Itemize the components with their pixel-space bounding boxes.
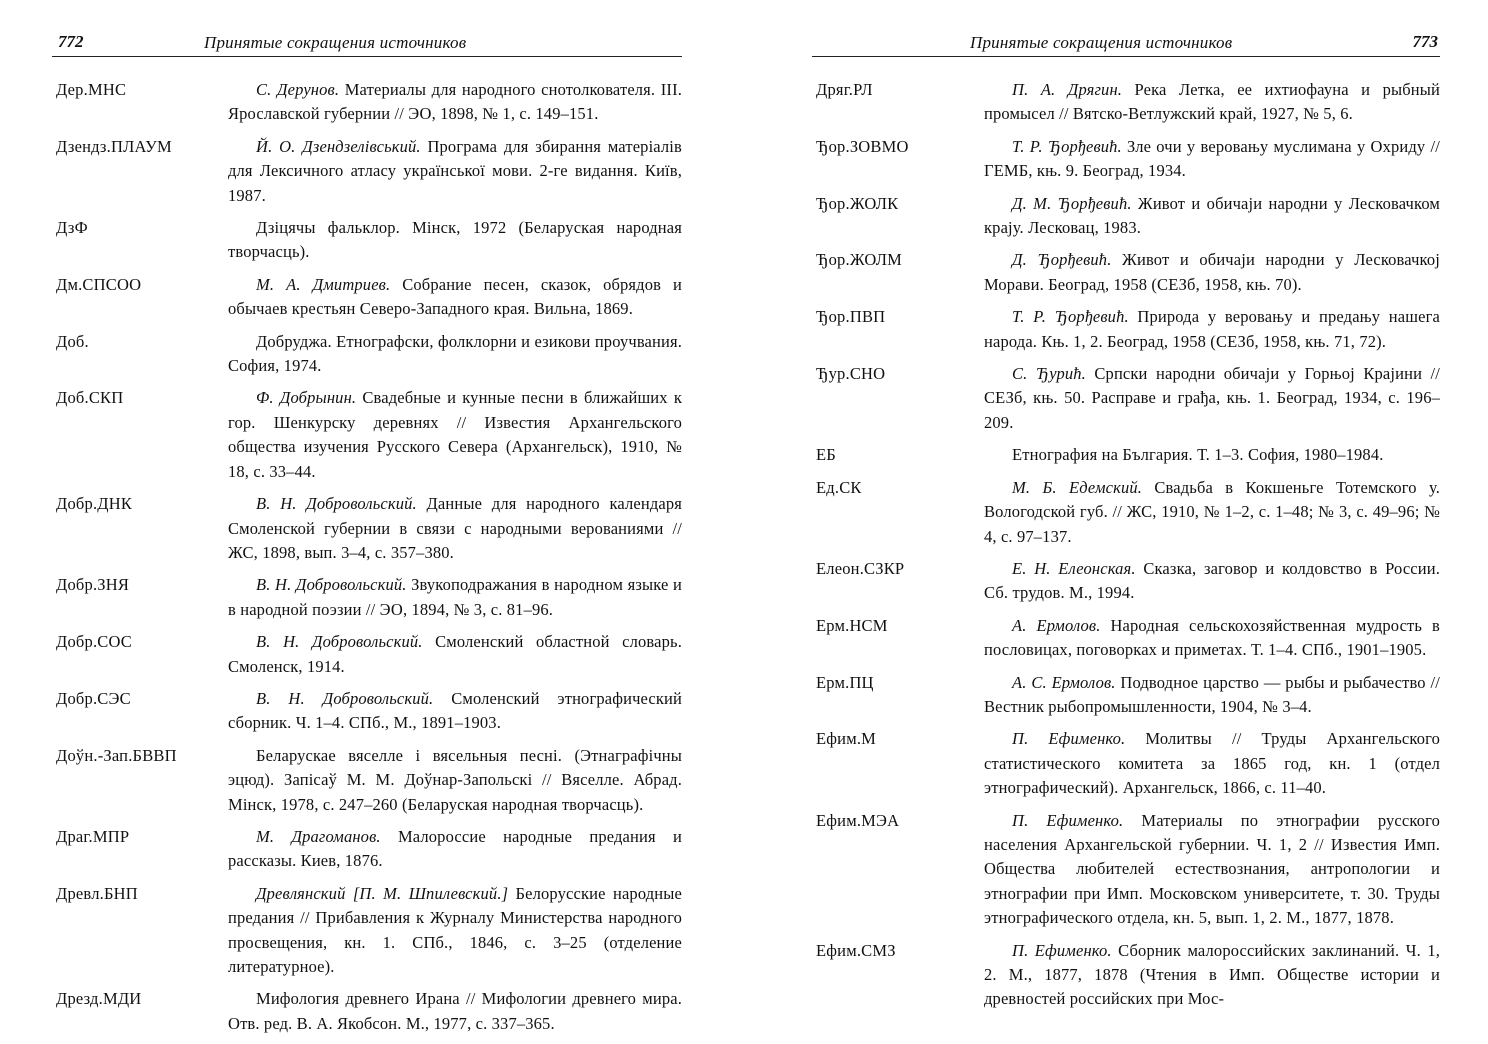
- entry-text: Мифология древнего Ирана // Мифологии древнего мира. Отв. ред. В. А. Якобсон. М., 1977, с. 337–365.: [228, 989, 682, 1033]
- entry: [52, 687, 682, 736]
- entry-text: Смоленский этнографический сборник. Ч. 1–4. СПб., М., 1891–1903.: [228, 688, 683, 733]
- entry-description: [228, 573, 682, 622]
- entry-abbreviation: Ђор.ПВП: [816, 307, 886, 327]
- entry-description: [984, 727, 1440, 800]
- right-page: [812, 0, 1440, 1036]
- page-number: 772: [58, 32, 84, 51]
- entry-description: [984, 476, 1440, 549]
- entry-text: Звукоподражания в народном языке и в народной поэзии // ЭО, 1894, № 3, с. 81–96.: [228, 575, 682, 619]
- entry-abbreviation: Дряг.РЛ: [816, 80, 873, 99]
- entry-text: Собрание песен, сказок, обрядов и обычаев крестьян Северо-Западного края. Вильна, 1869.: [228, 274, 682, 319]
- entry-abbreviation: Ефим.СМЗ: [816, 940, 896, 960]
- running-head: [52, 34, 682, 57]
- entry-abbreviation: Ерм.НСМ: [816, 615, 888, 635]
- entry-author: Д. Ђорђевић.: [1012, 250, 1112, 270]
- entry-description: [984, 248, 1440, 297]
- entry-abbreviation: Дрезд.МДИ: [56, 989, 142, 1009]
- entry: [812, 443, 1440, 467]
- entry-abbreviation: ЕБ: [816, 445, 836, 465]
- entry-author: П. Ефименко.: [1012, 810, 1124, 830]
- entry-abbreviation: Дзендз.ПЛАУМ: [56, 136, 172, 156]
- entry-text: Белорусские народные предания // Прибавления к Журналу Министерства народного просвещения, кн. 1. СПб., 1846, с. 3–25 (отделение литературное).: [228, 883, 682, 976]
- entry-author: С. Дерунов.: [256, 80, 340, 99]
- entry-description: [228, 882, 682, 980]
- entry-description: [228, 273, 682, 322]
- entry-text: Молитвы // Труды Архангельского статистического комитета за 1865 год, кн. 1 (отдел этнографический). Архангельск, 1866, с. 11–40.: [984, 729, 1440, 798]
- entry-abbreviation: Дер.МНС: [56, 80, 127, 99]
- entry: [812, 476, 1440, 549]
- entry-description: [228, 687, 682, 736]
- entry-author: Т. Р. Ђорђевић.: [1012, 307, 1129, 327]
- entry-text: Дзіцячы фальклор. Мінск, 1972 (Беларуская народная творчасць).: [228, 218, 682, 262]
- entry-abbreviation: Ед.СК: [816, 477, 862, 497]
- entry-text: Река Летка, ее ихтиофауна и рыбный промысел // Вятско-Ветлужский край, 1927, № 5, 6.: [984, 80, 1440, 124]
- entry-text: Смоленский областной словарь. Смоленск, 1914.: [228, 632, 682, 676]
- entry-text: Свадьба в Кокшеньге Тотемского у. Вологодской губ. // ЖС, 1910, № 1–2, с. 1–48; № 3, с. 49–96; № 4, с. 97–137.: [984, 477, 1440, 546]
- entry-description: [984, 939, 1440, 1012]
- entry-abbreviation: Драг.МПР: [56, 826, 130, 846]
- entry: [52, 216, 682, 265]
- entry-list: [812, 78, 1440, 1020]
- entry-author: В. Н. Добровольский.: [256, 575, 407, 595]
- entry-author: В. Н. Добровольский.: [256, 494, 417, 514]
- entry-description: [228, 386, 682, 484]
- entry-abbreviation: Древл.БНП: [56, 883, 138, 903]
- entry: [812, 192, 1440, 241]
- entry: [812, 78, 1440, 127]
- entry-author: М. А. Дмитриев.: [256, 274, 391, 294]
- entry-abbreviation: Ђор.ЖОЛМ: [816, 250, 902, 270]
- entry-text: Живот и обичаји народни у Лесковачкој Морави. Београд, 1958 (СЕЗб, 1958, књ. 70).: [984, 250, 1440, 294]
- entry-text: Данные для народного календаря Смоленской губернии в связи с народными верованиями // ЖС, 1898, вып. 3–4, с. 357–380.: [228, 494, 682, 562]
- entry-abbreviation: Ђур.СНО: [816, 364, 886, 384]
- entry-text: Материалы для народного снотолкователя. III. Ярославской губернии // ЭО, 1898, № 1, с. 149–151.: [228, 80, 683, 124]
- entry: [812, 248, 1440, 297]
- entry-description: [984, 192, 1440, 241]
- entry-author: Древлянский [П. М. Шпилевский.]: [256, 883, 509, 903]
- entry: [52, 330, 682, 379]
- running-title: Принятые сокращения источников: [204, 33, 467, 52]
- entry-description: [984, 362, 1440, 435]
- entry-abbreviation: Добр.СОС: [56, 632, 133, 652]
- entry: [812, 362, 1440, 435]
- entry-author: П. А. Дрягин.: [1012, 80, 1123, 99]
- entry-abbreviation: Добр.ДНК: [56, 494, 133, 514]
- entry: [52, 987, 682, 1036]
- entry-text: Свадебные и кунные песни в ближайших к гор. Шенкурску деревнях // Известия Архангельского общества изучения Русского Севера (Архангельск), 1910, № 18, с. 33–44.: [228, 388, 682, 481]
- left-page: [52, 0, 682, 1036]
- entry: [52, 78, 682, 127]
- entry-description: [228, 78, 682, 127]
- entry: [812, 135, 1440, 184]
- entry-abbreviation: Добр.СЭС: [56, 688, 131, 708]
- entry-text: Зле очи у веровању муслимана у Охриду // ГЕМБ, књ. 9. Београд, 1934.: [984, 136, 1441, 181]
- entry-description: [984, 135, 1440, 184]
- entry-abbreviation: Ђор.ЖОЛК: [816, 193, 899, 213]
- entry-text: Живот и обичаји народни у Лесковачком крају. Лесковац, 1983.: [984, 193, 1440, 238]
- entry-text: Програма для збирання матеріалів для Лексичного атласу української мови. 2-ге видання. Київ, 1987.: [228, 136, 682, 205]
- entry-description: [228, 825, 682, 874]
- entry-description: [228, 492, 682, 565]
- entry: [52, 386, 682, 484]
- entry-list: [52, 78, 682, 1044]
- entry-description: [228, 216, 682, 265]
- entry-text: Малороссие народные предания и рассказы. Киев, 1876.: [228, 826, 682, 871]
- entry-author: С. Ђурић.: [1012, 364, 1086, 384]
- entry-author: П. Ефименко.: [1012, 940, 1112, 960]
- entry-text: Сказка, заговор и колдовство в России. Сб. трудов. М., 1994.: [984, 558, 1441, 603]
- entry-abbreviation: Ефим.МЭА: [816, 810, 900, 830]
- entry: [52, 492, 682, 565]
- entry-author: М. Б. Едемский.: [1012, 477, 1143, 497]
- entry-author: А. С. Ермолов.: [1012, 672, 1116, 692]
- entry-description: [228, 744, 682, 817]
- entry-abbreviation: Дм.СПСОО: [56, 274, 142, 294]
- entry-text: Народная сельскохозяйственная мудрость в пословицах, поговорках и приметах. Т. 1–4. СПб., 1901–1905.: [984, 615, 1440, 660]
- entry-author: В. Н. Добровольский.: [256, 688, 434, 708]
- entry-description: [984, 443, 1440, 467]
- entry-author: П. Ефименко.: [1012, 729, 1126, 749]
- entry-description: [228, 630, 682, 679]
- entry-abbreviation: ДзФ: [56, 218, 88, 238]
- entry-abbreviation: Доб.СКП: [56, 388, 124, 408]
- entry: [52, 825, 682, 874]
- entry: [812, 727, 1440, 800]
- entry: [812, 614, 1440, 663]
- entry: [52, 573, 682, 622]
- entry-text: Српски народни обичаји у Горњој Крајини // СЕЗб, књ. 50. Расправе и грађа, књ. 1. Београд, 1934, с. 196–209.: [984, 364, 1440, 432]
- entry-author: Д. М. Ђорђевић.: [1012, 193, 1132, 213]
- entry-abbreviation: Ефим.М: [816, 729, 877, 749]
- entry-description: [228, 330, 682, 379]
- entry-description: [228, 987, 682, 1036]
- entry: [812, 557, 1440, 606]
- entry-author: Е. Н. Елеонская.: [1012, 558, 1136, 578]
- entry-description: [984, 557, 1440, 606]
- entry-text: Сборник малороссийских заклинаний. Ч. 1, 2. М., 1877, 1878 (Чтения в Имп. Обществе истории и древностей российских при Мос-: [984, 940, 1441, 1009]
- entry-text: Беларускае вяселле і вясельныя песні. (Этнаграфічны эцюд). Запісаў М. М. Доўнар-Запольскі // Вяселле. Абрад. Мінск, 1978, с. 247–260 (Беларуская народная творчасць).: [228, 745, 682, 814]
- entry: [812, 671, 1440, 720]
- entry-text: Етнография на България. Т. 1–3. София, 1980–1984.: [1012, 445, 1384, 465]
- entry-abbreviation: Доўн.-Зап.БВВП: [56, 745, 177, 765]
- entry-description: [984, 809, 1440, 931]
- entry-text: Подводное царство — рыбы и рыбачество // Вестник рыбопромышленности, 1904, № 3–4.: [984, 672, 1440, 716]
- entry: [52, 630, 682, 679]
- entry-text: Материалы по этнографии русского населения Архангельской губернии. Ч. 1, 2 // Известия Имп. Общества любителей естествознания, антропологии и этнографии при Имп. Московском университете, т. 30. Труды этнографического отдела, кн. 5, вып. 1, 2. М., 1877, 1878.: [984, 810, 1441, 928]
- running-head: [812, 34, 1440, 57]
- running-title: Принятые сокращения источников: [970, 33, 1233, 52]
- entry-abbreviation: Ђор.ЗОВМО: [816, 136, 909, 156]
- entry: [812, 939, 1440, 1012]
- entry-abbreviation: Добр.ЗНЯ: [56, 575, 130, 595]
- entry: [812, 305, 1440, 354]
- entry-abbreviation: Елеон.СЗКР: [816, 558, 905, 578]
- entry: [812, 809, 1440, 931]
- entry-description: [984, 671, 1440, 720]
- entry-description: [984, 305, 1440, 354]
- entry-abbreviation: Доб.: [56, 331, 89, 351]
- page-number: 773: [1412, 32, 1438, 51]
- entry-abbreviation: Ерм.ПЦ: [816, 672, 874, 692]
- entry-description: [228, 135, 682, 208]
- entry: [52, 135, 682, 208]
- entry-text: Добруджа. Етнографски, фолклорни и езикови проучвания. София, 1974.: [228, 331, 682, 376]
- entry-description: [984, 614, 1440, 663]
- entry: [52, 882, 682, 980]
- entry-author: Й. О. Дзендзелівський.: [256, 136, 421, 156]
- entry: [52, 744, 682, 817]
- entry-author: Ф. Добрынин.: [256, 388, 357, 408]
- entry-description: [984, 78, 1440, 127]
- entry-author: М. Драгоманов.: [256, 826, 381, 846]
- entry-author: Т. Р. Ђорђевић.: [1012, 136, 1122, 156]
- entry-author: А. Ермолов.: [1012, 615, 1101, 635]
- entry-text: Природа у веровању и предању нашега народа. Књ. 1, 2. Београд, 1958 (СЕЗб, 1958, књ. 71, 72).: [984, 307, 1440, 351]
- entry: [52, 273, 682, 322]
- entry-author: В. Н. Добровольский.: [256, 632, 423, 652]
